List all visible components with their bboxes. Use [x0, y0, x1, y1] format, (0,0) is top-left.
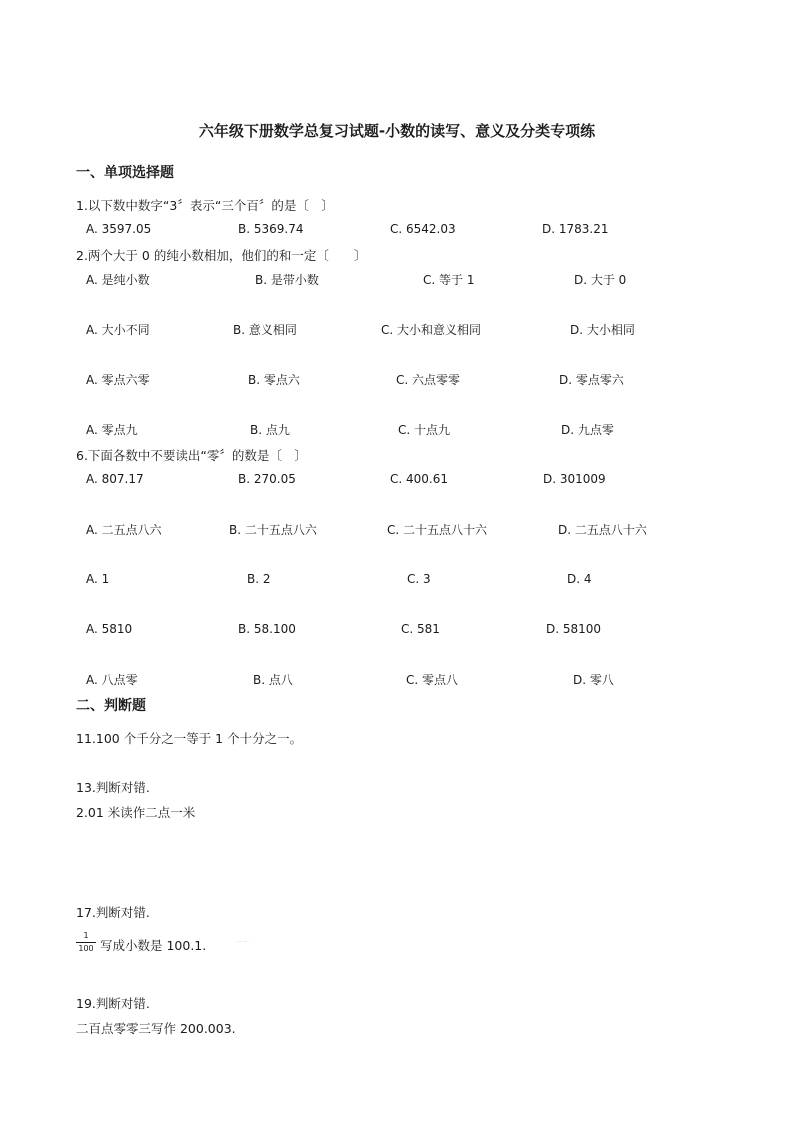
question-6-option-d: D. 301009 — [543, 472, 606, 486]
faint-watermark-mark: ·········· — [236, 939, 249, 944]
section-heading-single-choice: 一、单项选择题 — [76, 165, 174, 181]
question-3-option-c: C. 大小和意义相同 — [381, 323, 482, 337]
question-2-text: 2.两个大于 0 的纯小数相加，他们的和一定〔 〕 — [76, 248, 367, 263]
section-heading-true-false: 二、判断题 — [76, 698, 146, 714]
question-13-statement: 2.01 米读作二点一米 — [76, 805, 196, 820]
question-4-option-c: C. 六点零零 — [396, 373, 461, 387]
question-3-option-b: B. 意义相同 — [233, 323, 297, 337]
question-1-text: 1.以下数中数字“3〞表示“三个百〞的是〔 〕 — [76, 198, 334, 213]
question-11-text: 11.100 个千分之一等于 1 个十分之一。 — [76, 731, 303, 746]
question-6-text: 6.下面各数中不要读出“零〞的数是〔 〕 — [76, 448, 307, 463]
question-1-option-c: C. 6542.03 — [390, 222, 456, 236]
question-4-option-d: D. 零点零六 — [559, 373, 624, 387]
fraction-denominator: 100 — [78, 944, 94, 953]
question-5-option-b: B. 点九 — [250, 423, 290, 437]
question-4-option-b: B. 零点六 — [248, 373, 300, 387]
question-5-option-c: C. 十点九 — [398, 423, 451, 437]
question-2-option-b: B. 是带小数 — [255, 273, 319, 287]
question-5-option-a: A. 零点九 — [86, 423, 138, 437]
question-10-option-b: B. 点八 — [253, 673, 293, 687]
question-19-statement: 二百点零零三写作 200.003. — [76, 1021, 236, 1036]
question-8-option-c: C. 3 — [407, 572, 431, 586]
question-9-option-d: D. 58100 — [546, 622, 602, 636]
question-7-option-b: B. 二十五点八六 — [229, 523, 317, 537]
question-8-option-a: A. 1 — [86, 572, 110, 586]
question-17-text: 17.判断对错. — [76, 905, 150, 920]
question-19-text: 19.判断对错. — [76, 996, 150, 1011]
question-10-option-a: A. 八点零 — [86, 673, 138, 687]
question-2-option-c: C. 等于 1 — [423, 273, 475, 287]
question-8-option-d: D. 4 — [567, 572, 592, 586]
question-3-option-d: D. 大小相同 — [570, 323, 635, 337]
question-10-option-c: C. 零点八 — [406, 673, 459, 687]
question-6-option-b: B. 270.05 — [238, 472, 296, 486]
question-17-statement: 写成小数是 100.1. — [100, 938, 207, 953]
question-1-option-a: A. 3597.05 — [86, 222, 152, 236]
question-9-option-c: C. 581 — [401, 622, 440, 636]
question-6-option-c: C. 400.61 — [390, 472, 448, 486]
question-7-option-a: A. 二五点八六 — [86, 523, 162, 537]
fraction-bar — [76, 942, 96, 943]
question-10-option-d: D. 零八 — [573, 673, 614, 687]
question-9-option-b: B. 58.100 — [238, 622, 296, 636]
question-2-option-a: A. 是纯小数 — [86, 273, 150, 287]
question-1-option-b: B. 5369.74 — [238, 222, 304, 236]
question-7-option-d: D. 二五点八十六 — [558, 523, 647, 537]
question-1-option-d: D. 1783.21 — [542, 222, 609, 236]
question-6-option-a: A. 807.17 — [86, 472, 144, 486]
question-4-option-a: A. 零点六零 — [86, 373, 150, 387]
question-9-option-a: A. 5810 — [86, 622, 133, 636]
fraction-numerator: 1 — [83, 931, 89, 940]
question-2-option-d: D. 大于 0 — [574, 273, 627, 287]
question-3-option-a: A. 大小不同 — [86, 323, 150, 337]
question-13-text: 13.判断对错. — [76, 780, 150, 795]
page-title: 六年级下册数学总复习试题-小数的读写、意义及分类专项练 — [198, 122, 596, 140]
question-8-option-b: B. 2 — [247, 572, 271, 586]
question-7-option-c: C. 二十五点八十六 — [387, 523, 488, 537]
fraction-one-hundredth — [76, 931, 96, 954]
question-5-option-d: D. 九点零 — [561, 423, 614, 437]
